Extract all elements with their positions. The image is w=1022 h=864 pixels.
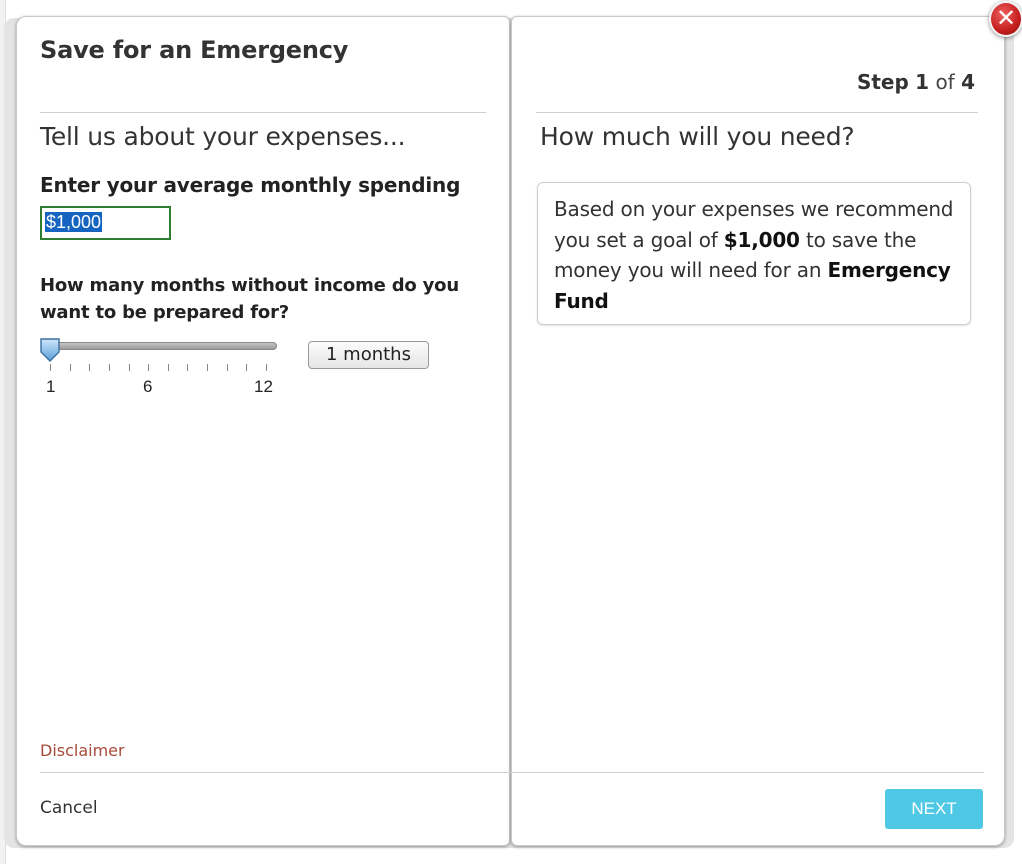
- recommend-amount: $1,000: [723, 227, 800, 252]
- spending-input-value: $1,000: [46, 212, 102, 232]
- slider-tick: [129, 364, 130, 371]
- monthly-spending-input[interactable]: [40, 206, 171, 240]
- months-slider-thumb[interactable]: [39, 337, 61, 363]
- slider-tick: [227, 364, 228, 371]
- close-icon: ✕: [995, 4, 1017, 32]
- dialog-title: Save for an Emergency: [40, 36, 349, 64]
- slider-tick: [89, 364, 90, 371]
- disclaimer-link[interactable]: Disclaimer: [40, 741, 125, 760]
- slider-tick: [187, 364, 188, 371]
- tick-label-max: 12: [254, 377, 273, 396]
- recommend-text-2: to save the money you will need for an: [554, 227, 917, 282]
- right-header-divider: [536, 112, 978, 113]
- recommend-fund: Emergency Fund: [554, 258, 951, 313]
- left-header-divider: [40, 112, 486, 113]
- months-question: How many months without income do you want to be prepared for?: [40, 275, 459, 323]
- recommendation-box: [537, 182, 971, 325]
- recommend-text-1: Based on your expenses we recommend you set a goal of: [554, 197, 954, 252]
- slider-tick: [246, 364, 247, 371]
- cancel-button[interactable]: Cancel: [40, 798, 98, 818]
- slider-tick: [168, 364, 169, 371]
- tick-label-min: 1: [46, 377, 56, 396]
- slider-tick: [148, 364, 149, 371]
- slider-tick: [207, 364, 208, 371]
- step-prefix: Step: [856, 70, 909, 94]
- slider-ticks: [50, 364, 266, 372]
- tick-label-mid: 6: [143, 377, 153, 396]
- step-indicator: [857, 70, 975, 94]
- step-total: 4: [961, 70, 975, 94]
- footer-divider: [40, 772, 984, 773]
- step-current: 1: [915, 70, 930, 94]
- expenses-heading: Tell us about your expenses...: [40, 122, 406, 151]
- slider-tick: [109, 364, 110, 371]
- need-heading: How much will you need?: [540, 122, 855, 151]
- months-value-display: 1 months: [308, 341, 429, 369]
- spending-label: Enter your average monthly spending: [40, 173, 461, 197]
- slider-tick: [266, 364, 267, 371]
- next-button[interactable]: NEXT: [885, 789, 983, 829]
- close-button[interactable]: [989, 1, 1022, 37]
- step-of: of: [935, 70, 955, 94]
- slider-tick: [70, 364, 71, 371]
- months-slider-track[interactable]: [43, 342, 277, 350]
- slider-tick: [50, 364, 51, 371]
